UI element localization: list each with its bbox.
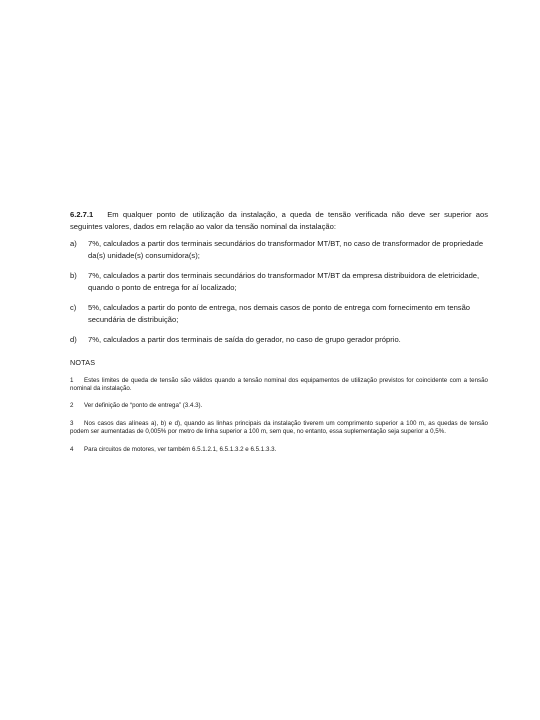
list-item-marker: b) <box>70 271 77 280</box>
note-text: Nos casos das alíneas a), b) e d), quando as linhas principais da instalação tiverem um comprimento superior a 100 m, as quedas de tensão podem ser aumentadas de 0,005% por metro de linha superior a 100 m, sem que, no entanto, essa suplementação seja superior a 0,5%. <box>70 419 488 436</box>
note-number: 3 <box>70 419 74 427</box>
note-number: 2 <box>70 402 74 410</box>
note-text: Para circuitos de motores, ver também 6.5.1.2.1, 6.5.1.3.2 e 6.5.1.3.3. <box>84 445 277 453</box>
requirement-list <box>70 238 488 346</box>
list-item <box>70 334 488 346</box>
note-text: Ver definição de “ponto de entrega” (3.4.3). <box>84 402 203 410</box>
list-item-text: 7%, calculados a partir dos terminais secundários do transformador MT/BT, no caso de transformador de propriedade da(s) unidade(s) consumidora(s); <box>88 239 484 260</box>
note-text: Estes limites de queda de tensão são válidos quando a tensão nominal dos equipamentos de utilização previstos for coincidente com a tensão nominal da instalação. <box>70 376 488 392</box>
list-item <box>70 302 488 325</box>
note-number: 1 <box>70 376 74 384</box>
list-item-text: 7%, calculados a partir dos terminais de saída do gerador, no caso de grupo gerador próprio. <box>88 335 401 344</box>
clause-number: 6.2.7.1 <box>70 210 94 219</box>
list-item-text: 5%, calculados a partir do ponto de entrega, nos demais casos de ponto de entrega com fornecimento em tensão secundária de distribuição; <box>88 303 471 324</box>
list-item <box>70 270 488 293</box>
note <box>70 420 488 437</box>
list-item-marker: d) <box>70 335 77 344</box>
note <box>70 402 488 410</box>
list-item-marker: c) <box>70 303 77 312</box>
note-number: 4 <box>70 445 74 453</box>
clause-text: Em qualquer ponto de utilização da instalação, a queda de tensão verificada não deve ser superior aos seguintes valores, dados em relação ao valor da tensão nominal da instalação: <box>70 210 488 231</box>
clause-paragraph <box>70 209 488 232</box>
notes-heading: NOTAS <box>70 357 96 367</box>
list-item-marker: a) <box>70 239 77 248</box>
note <box>70 446 488 454</box>
list-item <box>70 238 488 261</box>
note <box>70 377 488 394</box>
list-item-text: 7%, calculados a partir dos terminais secundários do transformador MT/BT da empresa distribuidora de eletricidade, quando o ponto de entrega for aí localizado; <box>88 271 480 292</box>
document-page <box>70 209 488 463</box>
